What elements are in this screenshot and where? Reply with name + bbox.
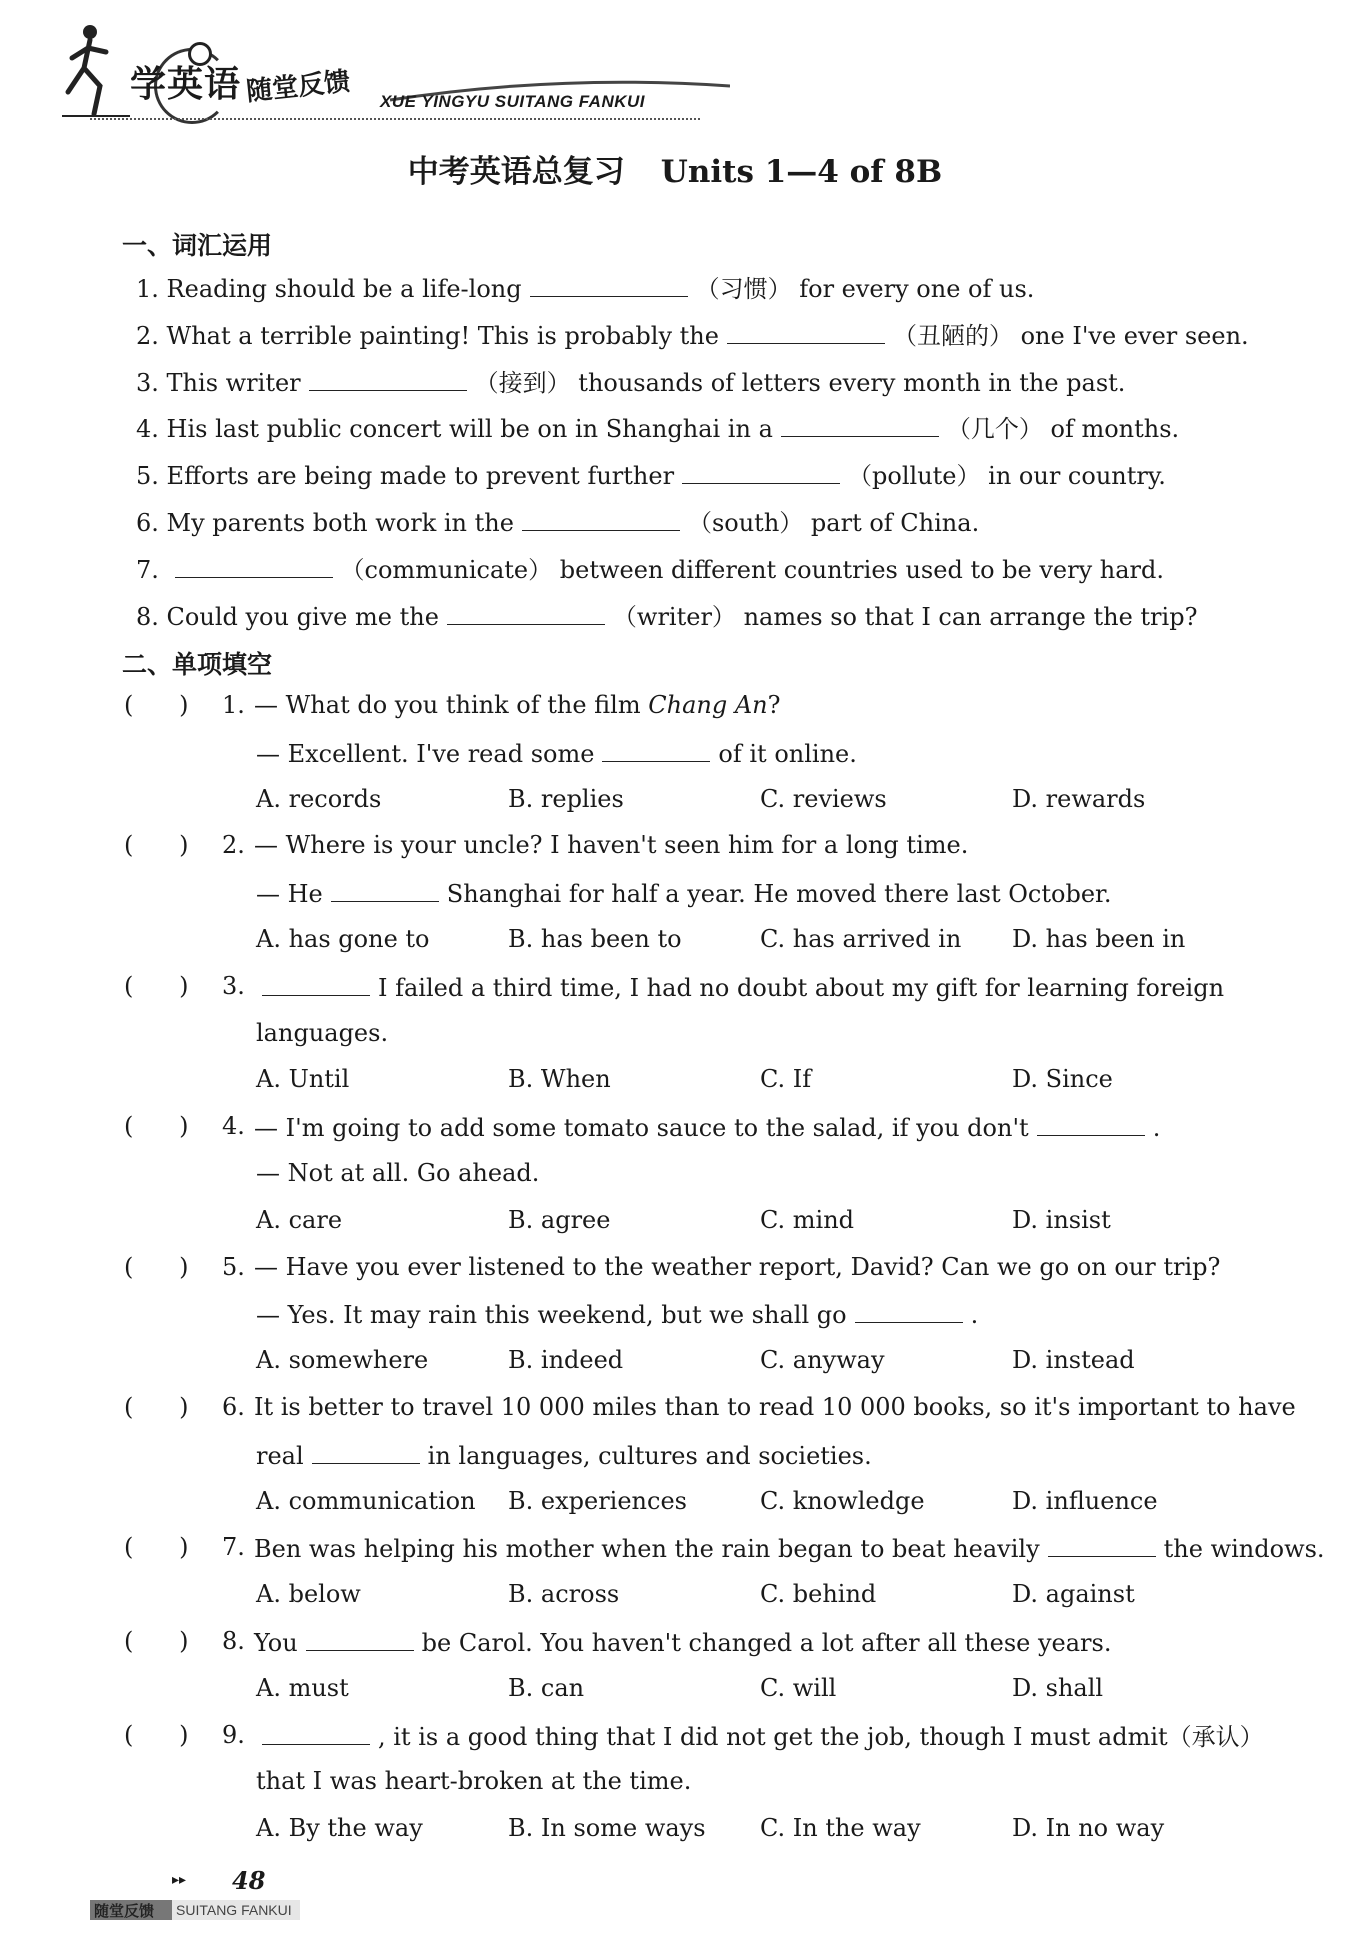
answer-blank[interactable]	[306, 1626, 414, 1651]
question-text: — What do you think of the film	[254, 691, 649, 719]
option-d[interactable]: D. insist	[1012, 1205, 1111, 1234]
option-a[interactable]: A. has gone to	[256, 925, 430, 953]
answer-blank[interactable]	[309, 366, 467, 391]
item-hint: （几个）	[946, 415, 1043, 444]
item-hint: （习惯）	[695, 275, 792, 303]
page-header	[60, 18, 680, 118]
item-text: for every one of us.	[799, 275, 1035, 303]
vocab-item	[136, 272, 1034, 304]
question-line	[254, 1252, 1220, 1282]
question-line	[254, 1392, 1296, 1422]
option-c[interactable]: C. behind	[760, 1580, 877, 1609]
item-text: between different countries used to be very hard.	[559, 555, 1165, 584]
section2-heading: 二、单项填空	[122, 650, 273, 679]
option-d[interactable]: D. instead	[1012, 1346, 1135, 1375]
title-cn: 中考英语总复习	[407, 154, 625, 190]
item-number: 3.	[136, 368, 159, 397]
item-text: one I've ever seen.	[1020, 321, 1249, 350]
question-number: 3.	[222, 971, 245, 1000]
question-text: — Have you ever listened to the weather report, David? Can we go on our trip?	[254, 1252, 1221, 1281]
option-d[interactable]: D. has been in	[1012, 925, 1186, 953]
question-text: — Not at all. Go ahead.	[256, 1159, 540, 1187]
question-text: — I'm going to add some tomato sauce to the salad, if you don't	[254, 1114, 1029, 1143]
item-text: Reading should be a life-long	[166, 275, 522, 303]
vocab-item	[136, 600, 1197, 632]
item-hint: （pollute）	[848, 462, 981, 491]
option-a[interactable]: A. somewhere	[256, 1346, 429, 1375]
item-text: This writer	[166, 368, 301, 397]
question-text: It is better to travel 10 000 miles than to read 10 000 books, so it's important to have	[254, 1393, 1296, 1421]
question-line	[254, 971, 1224, 1003]
question-line	[254, 830, 968, 860]
option-d[interactable]: D. against	[1012, 1580, 1135, 1609]
answer-blank[interactable]	[855, 1298, 963, 1323]
item-hint: （writer）	[612, 602, 736, 631]
vocab-item	[136, 459, 1166, 491]
question-line	[256, 1158, 539, 1188]
answer-blank[interactable]	[530, 272, 688, 297]
option-b[interactable]: B. experiences	[508, 1486, 687, 1515]
title-en: Units 1—4 of 8B	[660, 154, 943, 190]
question-text: real	[256, 1441, 304, 1470]
answer-paren[interactable]: ( )	[124, 1393, 189, 1421]
vocab-item	[136, 412, 1179, 444]
item-text: part of China.	[810, 509, 980, 537]
item-text: of months.	[1050, 415, 1180, 444]
page-title	[0, 146, 1350, 191]
option-b[interactable]: B. across	[508, 1580, 620, 1609]
answer-paren[interactable]: ( )	[124, 1252, 189, 1281]
item-text: His last public concert will be on in Shanghai in a	[166, 415, 773, 444]
option-b[interactable]: B. In some ways	[508, 1814, 706, 1843]
option-c[interactable]: C. If	[760, 1065, 812, 1094]
item-hint: （south）	[687, 509, 804, 537]
answer-paren[interactable]: ( )	[124, 1112, 189, 1141]
question-line	[256, 1766, 691, 1796]
answer-paren[interactable]: ( )	[124, 1720, 189, 1749]
question-line	[256, 1018, 388, 1048]
item-text: What a terrible painting! This is probably the	[166, 321, 719, 350]
item-text: My parents both work in the	[166, 509, 514, 537]
option-a[interactable]: A. Until	[256, 1065, 350, 1094]
option-a[interactable]: A. By the way	[256, 1814, 423, 1843]
question-text: — Yes. It may rain this weekend, but we shall go	[256, 1301, 847, 1330]
option-a[interactable]: A. below	[256, 1580, 361, 1609]
option-c[interactable]: C. has arrived in	[760, 925, 962, 953]
question-number: 5.	[222, 1252, 245, 1281]
option-a[interactable]: A. records	[256, 784, 382, 813]
question-text: of it online.	[718, 739, 857, 768]
option-c[interactable]: C. will	[760, 1673, 837, 1702]
answer-paren[interactable]: ( )	[124, 1627, 189, 1655]
option-d[interactable]: D. influence	[1012, 1486, 1158, 1515]
question-text: — Where is your uncle? I haven't seen him for a long time.	[254, 831, 969, 860]
question-text: I failed a third time, I had no doubt about my gift for learning foreign	[378, 973, 1225, 1002]
item-number: 7.	[136, 555, 159, 584]
option-d[interactable]: D. rewards	[1012, 784, 1146, 813]
answer-blank[interactable]	[522, 506, 680, 531]
option-b[interactable]: B. indeed	[508, 1346, 624, 1375]
footer-cn: 随堂反馈	[94, 1902, 155, 1920]
question-text: ?	[767, 691, 781, 719]
question-line	[256, 877, 1112, 909]
section1-heading: 一、词汇运用	[122, 231, 273, 260]
brand-pinyin: XUE YINGYU SUITANG FANKUI	[380, 92, 646, 111]
vocab-item	[136, 553, 1164, 585]
page-number: 48	[232, 1866, 266, 1895]
option-b[interactable]: B. has been to	[508, 925, 682, 953]
answer-blank[interactable]	[447, 600, 605, 625]
answer-blank[interactable]	[331, 877, 439, 902]
answer-blank[interactable]	[781, 412, 939, 437]
question-text: languages.	[256, 1018, 389, 1047]
vocab-item	[136, 319, 1249, 351]
answer-blank[interactable]	[727, 319, 885, 344]
header-divider	[90, 118, 700, 120]
question-number: 7.	[222, 1533, 245, 1562]
question-number: 6.	[222, 1393, 245, 1421]
answer-blank[interactable]	[262, 971, 370, 996]
question-text: Shanghai for half a year. He moved there last October.	[446, 880, 1112, 909]
question-number: 8.	[222, 1627, 245, 1655]
item-number: 5.	[136, 462, 159, 491]
question-text: — He	[256, 880, 323, 909]
option-a[interactable]: A. care	[256, 1205, 343, 1234]
answer-blank[interactable]	[682, 459, 840, 484]
question-line	[254, 1720, 1264, 1752]
item-text: names so that I can arrange the trip?	[743, 602, 1198, 631]
question-text: be Carol. You haven't changed a lot after all these years.	[421, 1629, 1112, 1657]
option-c[interactable]: C. In the way	[760, 1814, 921, 1843]
option-d[interactable]: D. shall	[1012, 1673, 1104, 1702]
answer-blank[interactable]	[312, 1439, 420, 1464]
answer-paren[interactable]: ( )	[124, 831, 189, 860]
brand-title: 学英语	[130, 64, 242, 105]
question-number: 4.	[222, 1112, 245, 1141]
option-b[interactable]: B. agree	[508, 1205, 611, 1234]
item-text: Could you give me the	[166, 602, 439, 631]
option-a[interactable]: A. must	[256, 1673, 349, 1702]
question-number: 9.	[222, 1720, 245, 1749]
option-c[interactable]: C. mind	[760, 1205, 855, 1234]
footer-en: SUITANG FANKUI	[176, 1902, 292, 1918]
vocab-item	[136, 366, 1125, 398]
item-number: 8.	[136, 602, 159, 631]
question-text: , it is a good thing that I did not get the job, though I must admit（承认）	[378, 1722, 1264, 1751]
page-footer	[90, 1866, 310, 1926]
question-line	[256, 737, 857, 769]
question-line	[256, 1298, 978, 1330]
brand-subtitle: 随堂反馈	[244, 66, 352, 108]
vocab-item	[136, 506, 979, 538]
option-c[interactable]: C. reviews	[760, 784, 887, 813]
question-text: that I was heart-broken at the time.	[256, 1767, 692, 1796]
option-b[interactable]: B. replies	[508, 784, 624, 813]
answer-blank[interactable]	[1037, 1111, 1145, 1136]
question-number: 2.	[222, 831, 245, 860]
option-b[interactable]: B. When	[508, 1065, 611, 1094]
option-c[interactable]: C. knowledge	[760, 1486, 925, 1515]
item-hint: （丑陋的）	[892, 321, 1013, 350]
film-title: Chang An	[648, 691, 768, 719]
answer-blank[interactable]	[262, 1720, 370, 1745]
item-number: 6.	[136, 509, 159, 537]
answer-blank[interactable]	[175, 553, 333, 578]
item-number: 4.	[136, 415, 159, 444]
question-text: — Excellent. I've read some	[256, 739, 595, 768]
question-text: .	[1152, 1114, 1161, 1143]
question-text: the windows.	[1163, 1535, 1325, 1564]
question-text: You	[254, 1629, 298, 1657]
question-line	[254, 690, 781, 720]
option-d[interactable]: D. Since	[1012, 1065, 1113, 1094]
question-line	[254, 1532, 1325, 1564]
item-hint: （communicate）	[340, 555, 553, 584]
question-line	[256, 1439, 872, 1471]
item-text: Efforts are being made to prevent further	[166, 462, 675, 491]
option-c[interactable]: C. anyway	[760, 1346, 885, 1375]
item-text: thousands of letters every month in the past.	[578, 368, 1126, 397]
question-number: 1.	[222, 691, 245, 719]
answer-blank[interactable]	[602, 737, 710, 762]
item-number: 2.	[136, 321, 159, 350]
answer-blank[interactable]	[1048, 1532, 1156, 1557]
question-line	[254, 1111, 1160, 1143]
item-number: 1.	[136, 275, 159, 303]
question-text: in languages, cultures and societies.	[427, 1441, 872, 1470]
question-line	[254, 1626, 1111, 1658]
option-a[interactable]: A. communication	[256, 1486, 476, 1515]
arrow-icon: ▸▸	[172, 1872, 187, 1888]
answer-paren[interactable]: ( )	[124, 1533, 189, 1562]
item-text: in our country.	[988, 462, 1166, 491]
question-text: .	[970, 1301, 979, 1330]
answer-paren[interactable]: ( )	[124, 971, 189, 1000]
item-hint: （接到）	[474, 368, 571, 397]
question-text: Ben was helping his mother when the rain began to beat heavily	[254, 1535, 1040, 1564]
answer-paren[interactable]: ( )	[124, 691, 189, 719]
option-b[interactable]: B. can	[508, 1673, 585, 1702]
option-d[interactable]: D. In no way	[1012, 1814, 1165, 1843]
runner-logo-icon	[60, 22, 140, 118]
